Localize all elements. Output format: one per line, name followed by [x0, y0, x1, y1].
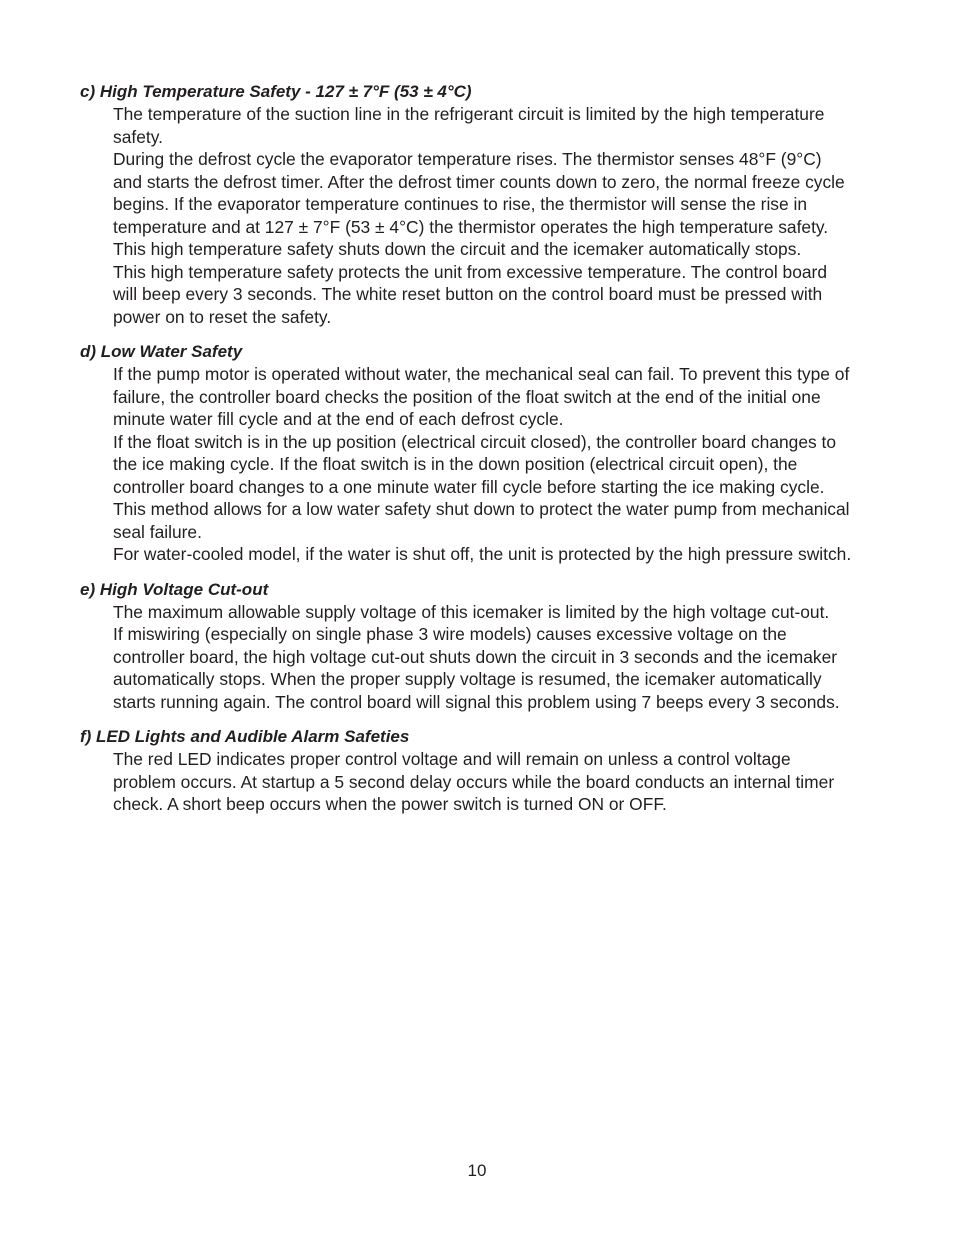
section-led-lights-audible-alarm: [80, 726, 850, 816]
section-low-water-safety: [80, 341, 850, 566]
section-high-temperature-safety: [80, 81, 850, 328]
section-heading: d) Low Water Safety: [80, 342, 243, 361]
section-body: [113, 748, 853, 816]
paragraph: For water-cooled model, if the water is shut off, the unit is protected by the high pressure switch.: [113, 544, 852, 564]
paragraph: The temperature of the suction line in the refrigerant circuit is limited by the high temperature safety.: [113, 104, 825, 147]
section-body: [113, 103, 853, 328]
section-heading: c) High Temperature Safety - 127 ± 7°F (53 ± 4°C): [80, 82, 472, 101]
paragraph: This high temperature safety shuts down the circuit and the icemaker automatically stops.: [113, 239, 802, 259]
section-heading: f) LED Lights and Audible Alarm Safeties: [80, 727, 410, 746]
section-heading: e) High Voltage Cut-out: [80, 579, 269, 599]
section-body: [113, 363, 853, 566]
paragraph: During the defrost cycle the evaporator temperature rises. The thermistor senses 48°F (9°C) and starts the defrost timer. After the defrost timer counts down to zero, the normal freeze cycle begins. If the evaporator temperature continues to rise, the thermistor will sense the rise in temperature and at 127 ± 7°F (53 ± 4°C) the thermistor operates the high temperature safety.: [113, 149, 845, 237]
document-page: [80, 81, 850, 829]
page-number: 10: [467, 1161, 487, 1180]
section-high-voltage-cut-out: [80, 579, 850, 714]
paragraph: If the float switch is in the up position (electrical circuit closed), the controller board changes to the ice making cycle. If the float switch is in the down position (electrical circuit open), the controller board changes to a one minute water fill cycle before starting the ice making cycle. This method allows for a low water safety shut down to protect the water pump from mechanical seal failure.: [113, 431, 850, 542]
paragraph: If miswiring (especially on single phase 3 wire models) causes excessive voltage on the controller board, the high voltage cut-out shuts down the circuit in 3 seconds and the icemaker automatically stops. When the proper supply voltage is resumed, the icemaker automatically starts running again. The control board will signal this problem using 7 beeps every 3 seconds.: [113, 624, 840, 712]
paragraph: The maximum allowable supply voltage of this icemaker is limited by the high voltage cut-out.: [113, 601, 830, 622]
paragraph: This high temperature safety protects the unit from excessive temperature. The control board will beep every 3 seconds. The white reset button on the control board must be pressed with power on to reset the safety.: [113, 261, 828, 327]
section-body: [113, 601, 853, 714]
paragraph: If the pump motor is operated without water, the mechanical seal can fail. To prevent this type of failure, the controller board checks the position of the float switch at the end of the initial one minute water fill cycle and at the end of each defrost cycle.: [113, 364, 850, 429]
paragraph: The red LED indicates proper control voltage and will remain on unless a control voltage problem occurs. At startup a 5 second delay occurs while the board conducts an internal timer check. A short beep occurs when the power switch is turned ON or OFF.: [113, 749, 835, 814]
